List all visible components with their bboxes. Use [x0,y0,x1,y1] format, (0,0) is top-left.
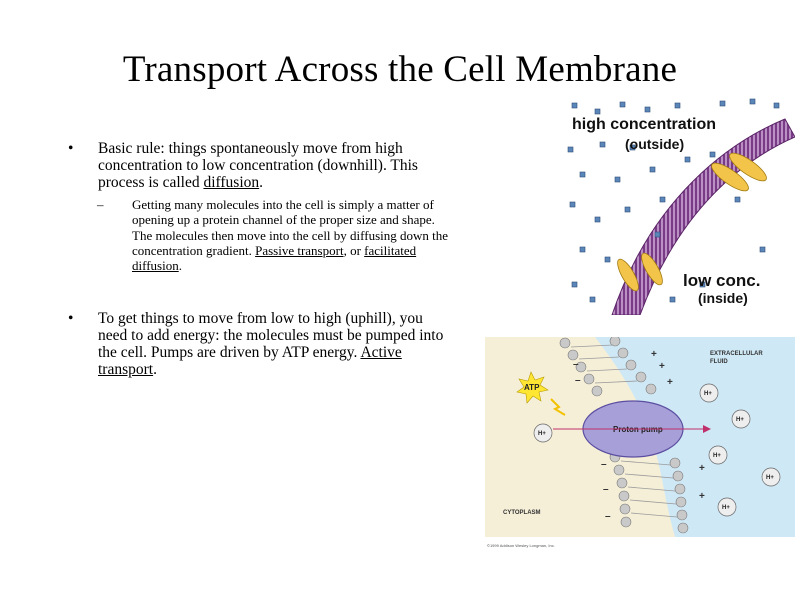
subbullet-suffix: . [178,258,182,274]
bullet-suffix: . [259,174,264,192]
minus-charge: – [603,484,609,495]
proton-pump-label: Proton pump [613,425,663,434]
facilitated-diffusion-link: facilitated diffusion [132,243,417,274]
ion-label: H+ [538,431,546,437]
subbullet-passive-transport [60,197,450,274]
subbullet-middle: , or [343,243,365,259]
bullet-item-active-transport [60,310,450,378]
bullet-text: To get things to move from low to high (uphill), you need to add energy: the molecules must be pumped into the cell. Pumps are driven by ATP energy. [98,309,444,361]
ion-label: H+ [766,475,774,481]
subbullet-text: Getting many molecules into the cell is simply a matter of opening up a protein channel of the proper size and shape. The molecules then move into the cell by diffusing down the concentration gradient. [132,197,449,259]
bullet-text: Basic rule: things spontaneously move from high concentration to low concentration (downhill). This process is called [98,140,418,192]
minus-charge: – [605,511,611,522]
active-transport-link: Active transport [98,343,402,378]
bullet-dot-icon: • [68,309,74,327]
bullet-item-diffusion [60,140,450,191]
bullet-suffix: . [153,360,157,378]
diffusion-membrane-figure [560,97,795,315]
label-low-concentration: low conc. [683,271,761,290]
plus-charge: + [667,377,673,388]
atp-label: ATP [524,383,540,392]
ion-label: H+ [736,417,744,423]
plus-charge: + [651,349,657,360]
bullet-list [60,140,450,378]
extracellular-label: EXTRACELLULAR [710,351,763,357]
label-outside: (outside) [625,136,685,152]
ion-label: H+ [722,505,730,511]
proton-pump-figure [485,337,795,550]
minus-charge: – [601,459,607,470]
slide-title: Transport Across the Cell Membrane [122,49,678,90]
plus-charge: + [659,361,665,372]
ion-label: H+ [704,391,712,397]
diffusion-link: diffusion [203,174,260,192]
passive-transport-link: Passive transport [255,243,344,259]
cytoplasm-label: CYTOPLASM [503,510,541,516]
ion-label: H+ [713,453,721,459]
bullet-dot-icon: • [68,140,74,157]
label-high-concentration: high concentration [572,116,716,133]
fluid-label: FLUID [710,359,728,365]
minus-charge: – [575,375,581,386]
label-inside: (inside) [698,290,748,306]
minus-charge: – [573,359,579,370]
plus-charge: + [699,491,705,502]
dash-icon: – [97,197,104,213]
figure-copyright: ©1999 Addison Wesley Longman, Inc. [487,543,555,548]
plus-charge: + [699,463,705,474]
